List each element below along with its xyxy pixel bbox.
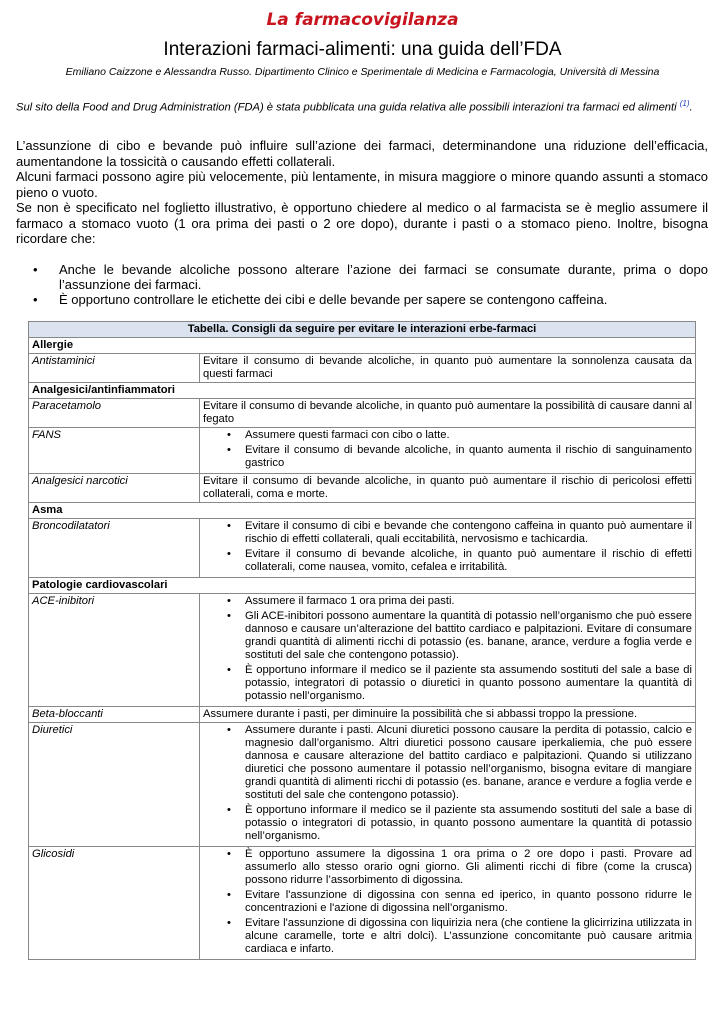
body-bullet-2: • È opportuno controllare le etichette dei cibi e delle bevande per sapere se contengono caffeina. xyxy=(16,292,708,307)
advice-item: • Evitare l'assunzione di digossina con senna ed iperico, in quanto possono ridurre le concentrazioni e l'azione di digossina nell’organismo. xyxy=(203,889,692,915)
drug-name: Antistaminici xyxy=(29,354,200,383)
body-paragraph-3: Se non è specificato nel foglietto illustrativo, è opportuno chiedere al medico o al farmacista se è meglio assumere il farmaco a stomaco vuoto (1 ora prima dei pasti o 2 ore dopo), durante i pasti o a stomaco pieno. Inoltre, bisogna ricordare che: xyxy=(16,200,708,246)
table-row xyxy=(29,399,696,428)
table-row xyxy=(29,354,696,383)
page-title: Interazioni farmaci-alimenti: una guida dell’FDA xyxy=(163,39,562,60)
advice-list xyxy=(200,594,696,707)
advice-list xyxy=(200,428,696,474)
table-row xyxy=(29,594,696,707)
category-allergie: Allergie xyxy=(29,338,696,354)
category-analgesici: Analgesici/antinfiammatori xyxy=(29,383,696,399)
drug-name: FANS xyxy=(29,428,200,474)
authors-line: Emiliano Caizzone e Alessandra Russo. Dipartimento Clinico e Sperimentale di Medicina e Farmacologia, Università di Messina xyxy=(65,66,660,78)
intro-end: . xyxy=(689,101,693,114)
table-row xyxy=(29,428,696,474)
advice-text: Evitare il consumo di bevande alcoliche, in quanto può aumentare la possibilità di causare danni al fegato xyxy=(200,399,696,428)
drug-name: ACE-inibitori xyxy=(29,594,200,707)
advice-item: • È opportuno assumere la digossina 1 ora prima o 2 ore dopo i pasti. Provare ad assumerlo allo stesso orario ogni giorno. Gli alimenti ricchi di fibre (come la crusca) possono ridurre l’assorbimento di digossina. xyxy=(203,848,692,887)
advice-text: Evitare il consumo di bevande alcoliche, in quanto può aumentare il rischio di pericolosi effetti collaterali, coma e morte. xyxy=(200,474,696,503)
advice-item: • Evitare il consumo di bevande alcoliche, in quanto può aumentare il rischio di effetti collaterali, come nausea, vomito, cefalea e irritabilità. xyxy=(203,548,692,574)
advice-item: • Assumere durante i pasti. Alcuni diuretici possono causare la perdita di potassio, calcio e magnesio dall’organismo. Altri diuretici possono causare iperkaliemia, che può essere dannosa e causare alterazione del battito cardiaco e palpitazioni. Quando si utilizzano diuretici che possono aumentare il potassio nell’organismo, bisogna evitare di mangiare grandi quantità di alimenti ricchi di potassio (es. banane, arance e verdure a foglia verde e sostituti del sale che contengono potassio). xyxy=(203,724,692,802)
advice-list xyxy=(200,723,696,847)
reference-link[interactable]: (1) xyxy=(679,99,690,108)
table-row xyxy=(29,474,696,503)
drug-name: Diuretici xyxy=(29,723,200,847)
table-row xyxy=(29,707,696,723)
advice-item: • È opportuno informare il medico se il paziente sta assumendo sostituti del sale a base di potassio, integratori di potassio o diuretici in quanto possono aumentare la quantità di potassio nell’organismo. xyxy=(203,664,692,703)
body-bullet-list xyxy=(16,262,708,307)
drug-name: Broncodilatatori xyxy=(29,519,200,578)
body-paragraph-2: Alcuni farmaci possono agire più velocemente, più lentamente, in misura maggiore o minore quando assunti a stomaco pieno o vuoto. xyxy=(16,169,708,200)
advice-item: • Evitare l'assunzione di digossina con liquirizia nera (che contiene la glicirrizina utilizzata in alcune caramelle, torte e altri dolci). L’assunzione concomitante può causare aritmia cardiaca e infarto. xyxy=(203,917,692,956)
category-asma: Asma xyxy=(29,503,696,519)
table-row xyxy=(29,847,696,960)
body-paragraph-1: L’assunzione di cibo e bevande può influire sull’azione dei farmaci, determinandone una riduzione dell’efficacia, aumentandone la tossicità o causando effetti collaterali. xyxy=(16,138,708,169)
table-row xyxy=(29,723,696,847)
advice-item: • Assumere il farmaco 1 ora prima dei pasti. xyxy=(203,595,692,608)
advice-list xyxy=(200,519,696,578)
table-row xyxy=(29,519,696,578)
drug-name: Analgesici narcotici xyxy=(29,474,200,503)
advice-item: • Assumere questi farmaci con cibo o latte. xyxy=(203,429,692,442)
advice-item: • Evitare il consumo di bevande alcoliche, in quanto aumenta il rischio di sanguinamento gastrico xyxy=(203,444,692,470)
advice-text: Evitare il consumo di bevande alcoliche, in quanto può aumentare la sonnolenza causata da questi farmaci xyxy=(200,354,696,383)
category-cardio: Patologie cardiovascolari xyxy=(29,578,696,594)
body-text xyxy=(16,138,708,247)
advice-item: • Evitare il consumo di cibi e bevande che contengono caffeina in quanto può aumentare il rischio di effetti collaterali, quali eccitabilità, nervosismo e tachicardia. xyxy=(203,520,692,546)
advice-item: • Gli ACE-inibitori possono aumentare la quantità di potassio nell’organismo che può essere dannoso e causare un’alterazione del battito cardiaco e palpitazioni. Evitare di consumare grandi quantità di alimenti ricchi di potassio (es. banane, arance, verdure a foglia verde e sostituti del sale che contengono potassio). xyxy=(203,610,692,662)
table-caption: Tabella. Consigli da seguire per evitare le interazioni erbe-farmaci xyxy=(29,322,696,338)
drug-name: Paracetamolo xyxy=(29,399,200,428)
brand-title: La farmacovigilanza xyxy=(266,10,459,30)
interactions-table xyxy=(28,321,696,960)
advice-list xyxy=(200,847,696,960)
advice-text: Assumere durante i pasti, per diminuire la possibilità che si abbassi troppo la pressione. xyxy=(200,707,696,723)
drug-name: Beta-bloccanti xyxy=(29,707,200,723)
intro-paragraph xyxy=(16,97,708,115)
drug-name: Glicosidi xyxy=(29,847,200,960)
intro-text: Sul sito della Food and Drug Administration (FDA) è stata pubblicata una guida relativa alle possibili interazioni tra farmaci ed alimenti xyxy=(16,101,677,114)
body-bullet-1: • Anche le bevande alcoliche possono alterare l’azione dei farmaci se consumate durante, prima o dopo l’assunzione dei farmaci. xyxy=(16,262,708,292)
advice-item: • È opportuno informare il medico se il paziente sta assumendo sostituti del sale a base di potassio o integratori di potassio, in quanto possono aumentare la quantità di potassio nell’organismo. xyxy=(203,804,692,843)
